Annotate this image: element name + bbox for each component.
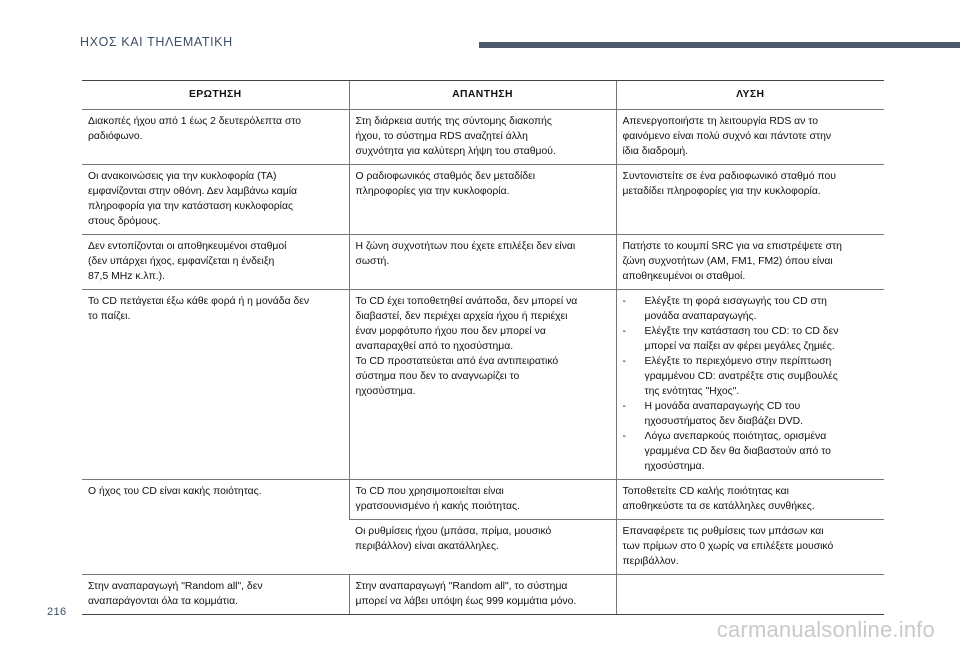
text-line: γραμμένου CD: ανατρέξτε στις συμβουλές xyxy=(644,371,838,382)
list-item xyxy=(623,294,879,324)
watermark: carmanualsonline.info xyxy=(716,617,935,642)
dash-bullet: - xyxy=(622,401,626,412)
text-line: Πατήστε το κουμπί SRC για να επιστρέψετε στη xyxy=(622,241,842,252)
text-line: εμφανίζονται στην οθόνη. Δεν λαμβάνω καμία xyxy=(88,186,298,197)
text-line: Δεν εντοπίζονται οι αποθηκευμένοι σταθμοί xyxy=(88,241,287,252)
text-line: περιβάλλον) είναι ακατάλληλες. xyxy=(355,541,499,552)
text-line: Επαναφέρετε τις ρυθμίσεις των μπάσων και xyxy=(622,526,824,537)
text-line: σύστημα που δεν το αναγνωρίζει το xyxy=(355,371,520,382)
troubleshooting-table xyxy=(82,80,884,615)
table-header-row xyxy=(82,81,884,110)
column-header-solution: ΛΥΣΗ xyxy=(616,81,884,110)
text-line: μπορεί να λάβει υπόψη έως 999 κομμάτια μόνο. xyxy=(355,596,577,607)
text-line: το παίζει. xyxy=(88,311,131,322)
answer-cell xyxy=(349,480,616,520)
text-line: ηχοσύστημα. xyxy=(644,461,705,472)
question-cell xyxy=(82,165,349,235)
text-line: Η ζώνη συχνοτήτων που έχετε επιλέξει δεν είναι xyxy=(355,241,576,252)
text-line: (δεν υπάρχει ήχος, εμφανίζεται η ένδειξη xyxy=(88,256,275,267)
answer-cell xyxy=(349,110,616,165)
answer-cell xyxy=(349,165,616,235)
solution-cell xyxy=(616,520,884,575)
dash-bullet: - xyxy=(622,356,626,367)
text-line: Λόγω ανεπαρκούς ποιότητας, ορισμένα xyxy=(644,431,827,442)
text-line: πληροφορία για την κατάσταση κυκλοφορίας xyxy=(88,201,293,212)
text-line: αναπαραχθεί από το ηχοσύστημα. xyxy=(355,341,514,352)
dash-bullet: - xyxy=(622,431,626,442)
text-line: Ελέγξτε τη φορά εισαγωγής του CD στη xyxy=(644,296,827,307)
text-line: αποθηκευμένοι οι σταθμοί. xyxy=(622,271,746,282)
text-line: μονάδα αναπαραγωγής. xyxy=(644,311,757,322)
table-row xyxy=(82,165,884,235)
section-title: ΗΧΟΣ ΚΑΙ ΤΗΛΕΜΑΤΙΚΗ xyxy=(80,35,233,49)
answer-cell xyxy=(349,290,616,480)
solution-steps-list xyxy=(623,294,879,474)
question-cell xyxy=(82,575,349,615)
list-item xyxy=(623,354,879,399)
text-line: ηχοσύστημα. xyxy=(355,386,416,397)
table-row xyxy=(82,110,884,165)
text-line: Η μονάδα αναπαραγωγής CD του xyxy=(644,401,801,412)
text-line: στους δρόμους. xyxy=(88,216,161,227)
solution-cell xyxy=(616,165,884,235)
text-line: Ελέγξτε την κατάσταση του CD: το CD δεν xyxy=(644,326,839,337)
answer-cell xyxy=(349,235,616,290)
text-line: Στην αναπαραγωγή "Random all", δεν xyxy=(88,581,263,592)
list-item xyxy=(623,399,879,429)
text-line: μπορεί να παίξει αν φέρει μεγάλες ζημιές. xyxy=(644,341,835,352)
dash-bullet: - xyxy=(622,296,626,307)
text-line: Ελέγξτε το περιεχόμενο στην περίπτωση xyxy=(644,356,832,367)
text-line: ραδιόφωνο. xyxy=(88,131,143,142)
text-line: Το CD έχει τοποθετηθεί ανάποδα, δεν μπορεί να xyxy=(355,296,578,307)
column-header-question: ΕΡΩΤΗΣΗ xyxy=(82,81,349,110)
question-cell xyxy=(82,290,349,480)
question-cell xyxy=(82,480,349,575)
text-line: Απενεργοποιήστε τη λειτουργία RDS αν το xyxy=(622,116,819,127)
text-line: της ενότητας "Ηχος". xyxy=(644,386,740,397)
question-cell xyxy=(82,110,349,165)
answer-cell xyxy=(349,575,616,615)
text-line: σωστή. xyxy=(355,256,390,267)
text-line: Ο ραδιοφωνικός σταθμός δεν μεταδίδει xyxy=(355,171,536,182)
solution-cell xyxy=(616,290,884,480)
text-line: Το CD προστατεύεται από ένα αντιπειρατικό xyxy=(355,356,559,367)
text-line: ίδια διαδρομή. xyxy=(622,146,689,157)
text-line: 87,5 MHz κ.λπ.). xyxy=(88,271,166,282)
text-line: έναν μορφότυπο ήχου που δεν μπορεί να xyxy=(355,326,546,337)
text-line: ήχου, το σύστημα RDS αναζητεί άλλη xyxy=(355,131,528,142)
dash-bullet: - xyxy=(622,326,626,337)
answer-cell xyxy=(349,520,616,575)
text-line: ηχοσυστήματος δεν διαβάζει DVD. xyxy=(644,416,804,427)
text-line: Τοποθετείτε CD καλής ποιότητας και xyxy=(622,486,789,497)
text-line: αποθηκεύστε τα σε κατάλληλες συνθήκες. xyxy=(622,501,815,512)
text-line: Διακοπές ήχου από 1 έως 2 δευτερόλεπτα στο xyxy=(88,116,302,127)
page-number: 216 xyxy=(47,606,67,618)
table-row xyxy=(82,480,884,520)
table-row xyxy=(82,575,884,615)
text-line: Ο ήχος του CD είναι κακής ποιότητας. xyxy=(88,486,262,497)
text-line: των πρίμων στο 0 χωρίς να επιλέξετε μουσικό xyxy=(622,541,834,552)
text-line: μεταδίδει πληροφορίες για την κυκλοφορία. xyxy=(622,186,821,197)
text-line: Οι ανακοινώσεις για την κυκλοφορία (TA) xyxy=(88,171,277,182)
text-line: πληροφορίες για την κυκλοφορία. xyxy=(355,186,510,197)
list-item xyxy=(623,324,879,354)
text-line: Το CD που χρησιμοποιείται είναι xyxy=(355,486,504,497)
column-header-answer: ΑΠΑΝΤΗΣΗ xyxy=(349,81,616,110)
solution-cell xyxy=(616,575,884,615)
text-line: Το CD πετάγεται έξω κάθε φορά ή η μονάδα δεν xyxy=(88,296,310,307)
solution-cell xyxy=(616,110,884,165)
text-line: Συντονιστείτε σε ένα ραδιοφωνικό σταθμό που xyxy=(622,171,836,182)
text-line: Στη διάρκεια αυτής της σύντομης διακοπής xyxy=(355,116,552,127)
text-line: ζώνη συχνοτήτων (AM, FM1, FM2) όπου είναι xyxy=(622,256,833,267)
text-line: συχνότητα για καλύτερη λήψη του σταθμού. xyxy=(355,146,556,157)
text-line: γραμμένα CD δεν θα διαβαστούν από το xyxy=(644,446,831,457)
table-row xyxy=(82,290,884,480)
text-line: αναπαράγονται όλα τα κομμάτια. xyxy=(88,596,238,607)
header-bar xyxy=(479,42,960,48)
table-row xyxy=(82,235,884,290)
text-line: Στην αναπαραγωγή "Random all", το σύστημα xyxy=(355,581,568,592)
text-line: διαβαστεί, δεν περιέχει αρχεία ήχου ή περιέχει xyxy=(355,311,568,322)
text-line: φαινόμενο είναι πολύ συχνό και πάντοτε στην xyxy=(622,131,832,142)
question-cell xyxy=(82,235,349,290)
text-line: Οι ρυθμίσεις ήχου (μπάσα, πρίμα, μουσικό xyxy=(355,526,552,537)
text-line: γρατσουνισμένο ή κακής ποιότητας. xyxy=(355,501,520,512)
solution-cell xyxy=(616,480,884,520)
list-item xyxy=(623,429,879,474)
solution-cell xyxy=(616,235,884,290)
text-line: περιβάλλον. xyxy=(622,556,679,567)
